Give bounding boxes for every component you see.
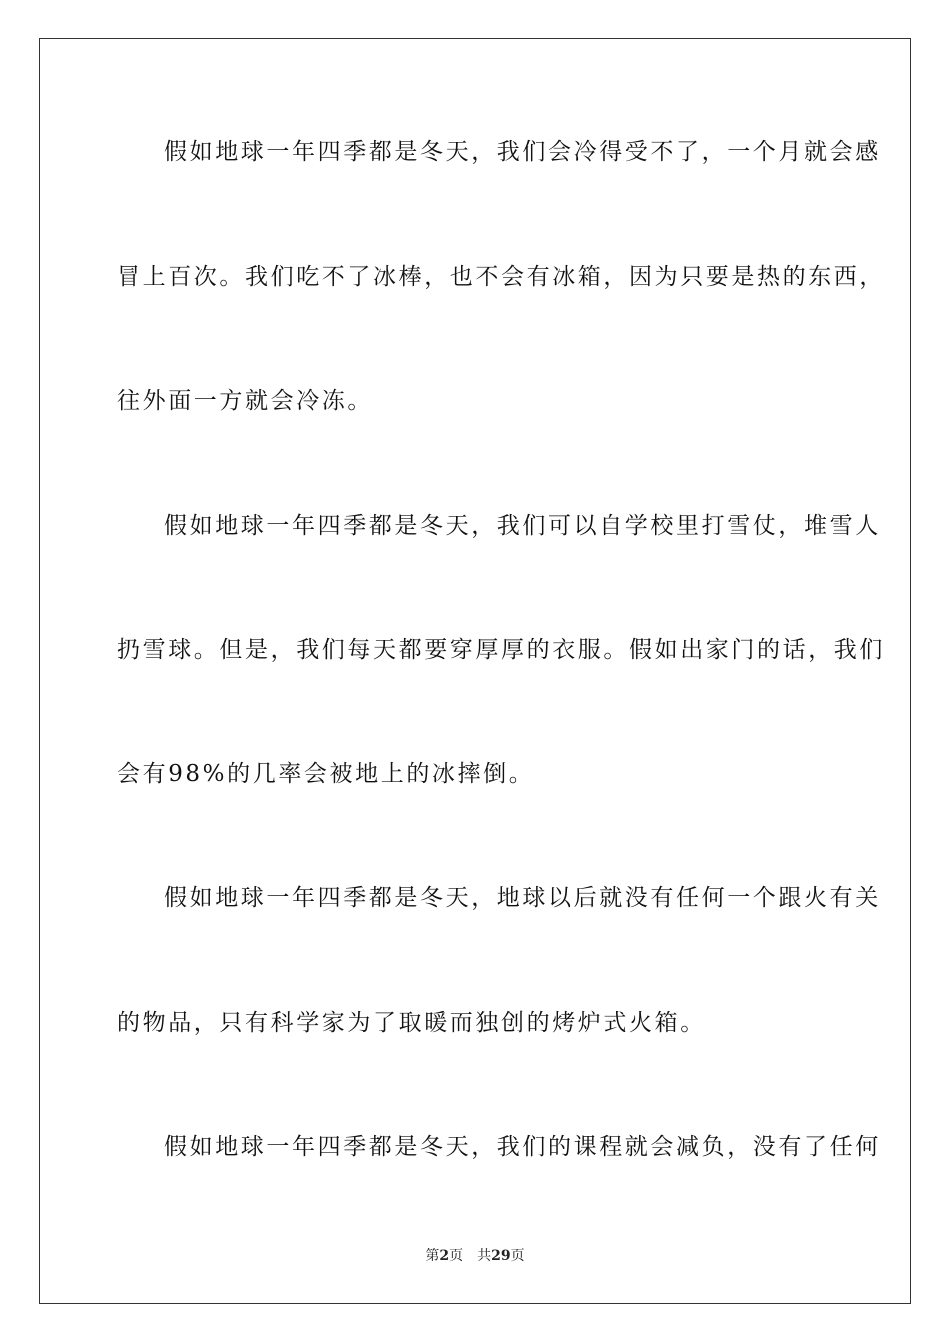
paragraph-1-line-1: 假如地球一年四季都是冬天，我们会冷得受不了，一个月就会感 [164, 139, 881, 165]
total-prefix: 共 [477, 1248, 492, 1264]
paragraph-3-line-1: 假如地球一年四季都是冬天，地球以后就没有任何一个跟火有关 [164, 885, 881, 911]
page-suffix: 页 [449, 1248, 464, 1264]
page-number: 2 [439, 1248, 450, 1264]
paragraph-1-line-3: 往外面一方就会冷冻。 [117, 388, 373, 414]
paragraph-3-line-2: 的物品，只有科学家为了取暖而独创的烤炉式火箱。 [117, 1010, 706, 1036]
paragraph-2-line-1: 假如地球一年四季都是冬天，我们可以自学校里打雪仗，堆雪人 [164, 513, 881, 539]
total-suffix: 页 [510, 1248, 525, 1264]
total-pages: 29 [491, 1248, 511, 1264]
paragraph-2-line-2: 扔雪球。但是，我们每天都要穿厚厚的衣服。假如出家门的话，我们 [117, 637, 885, 663]
paragraph-1-line-2: 冒上百次。我们吃不了冰棒，也不会有冰箱，因为只要是热的东西， [117, 264, 885, 290]
page-border [39, 38, 911, 1304]
paragraph-4-line-1: 假如地球一年四季都是冬天，我们的课程就会减负，没有了任何 [164, 1134, 881, 1160]
page-footer [0, 1246, 950, 1266]
paragraph-2-line-3: 会有98%的几率会被地上的冰摔倒。 [117, 761, 535, 787]
page-prefix: 第 [425, 1248, 440, 1264]
